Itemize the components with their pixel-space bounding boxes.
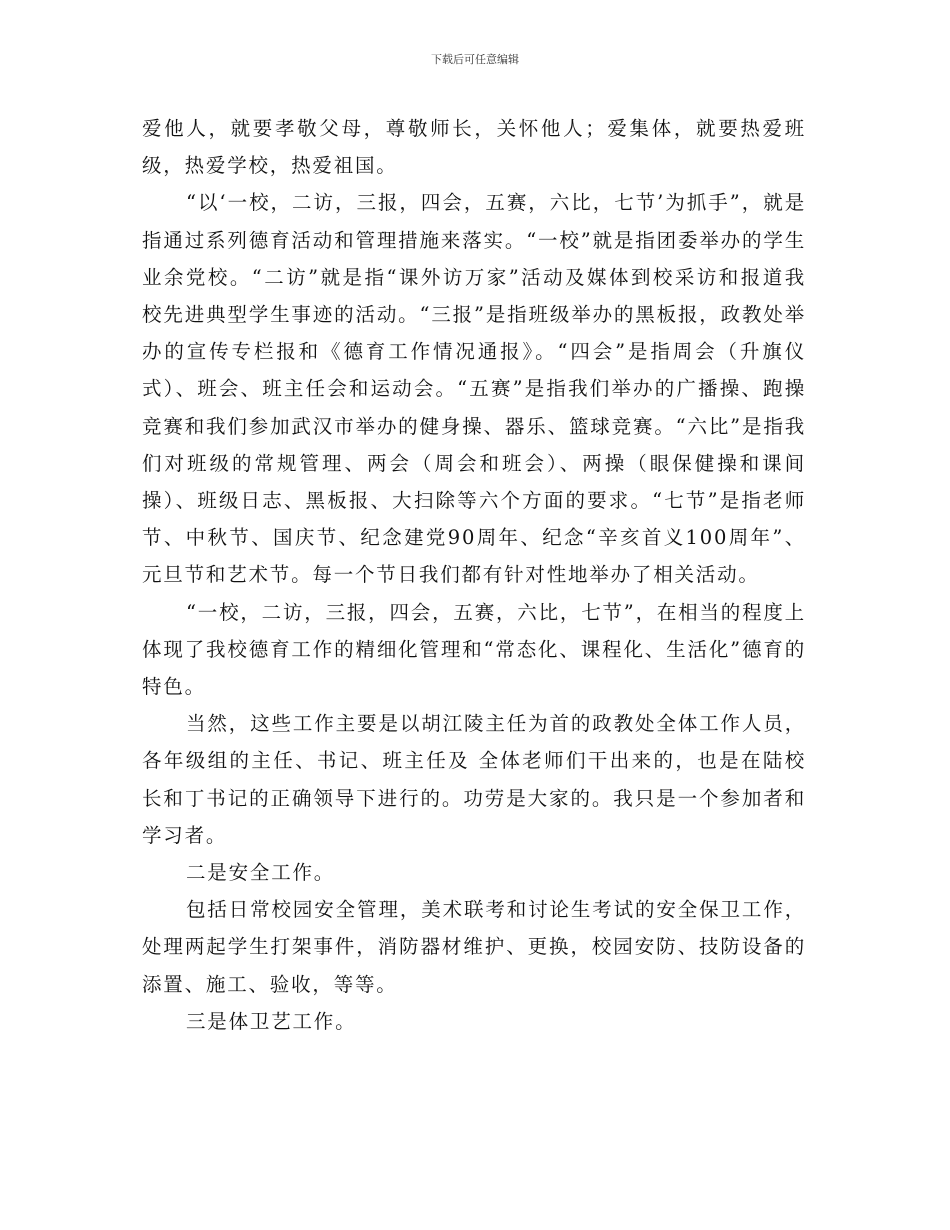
paragraph-2: “以‘一校，二访，三报，四会，五赛，六比，七节’为抓手”，就是指通过系列德育活动和管理措施来落实。“一校”就是指团委举办的学生业余党校。“二访”就是指“课外访万家”活动及媒体到校采访和报道我校先进典型学生事迹的活动。“三报”是指班级举办的黑板报，政教处举办的宣传专栏报和《德育工作情况通报》。“四会”是指周会（升旗仪式）、班会、班主任会和运动会。“五赛”是指我们举办的广播操、跑操竞赛和我们参加武汉市举办的健身操、器乐、篮球竞赛。“六比”是指我们对班级的常规管理、两会（周会和班会）、两操（眼保健操和课间操）、班级日志、黑板报、大扫除等六个方面的要求。“七节”是指老师节、中秋节、国庆节、纪念建党90周年、纪念“辛亥首义100周年”、元旦节和艺术节。每一个节日我们都有针对性地举办了相关活动。 — [142, 191, 806, 587]
paragraph-6: 包括日常校园安全管理，美术联考和讨论生考试的安全保卫工作，处理两起学生打架事件，消防器材维护、更换，校园安防、技防设备的添置、施工、验收，等等。 — [142, 898, 806, 996]
paragraph-3: “一校，二访，三报，四会，五赛，六比，七节”，在相当的程度上体现了我校德育工作的精细化管理和“常态化、课程化、生活化”德育的特色。 — [142, 600, 806, 699]
paragraph-4: 当然，这些工作主要是以胡江陵主任为首的政教处全体工作人员，各年级组的主任、书记、班主任及 全体老师们干出来的，也是在陆校长和丁书记的正确领导下进行的。功劳是大家的。我只是一个参加者和学习者。 — [142, 712, 806, 847]
paragraph-5: 二是安全工作。 — [186, 861, 336, 885]
document-body — [142, 110, 806, 1040]
paragraph-1: 爱他人，就要孝敬父母，尊敬师长，关怀他人；爱集体，就要热爱班级，热爱学校，热爱祖国。 — [142, 117, 806, 178]
paragraph-7: 三是体卫艺工作。 — [186, 1009, 357, 1033]
page-header: 下载后可任意编辑 — [431, 53, 519, 66]
